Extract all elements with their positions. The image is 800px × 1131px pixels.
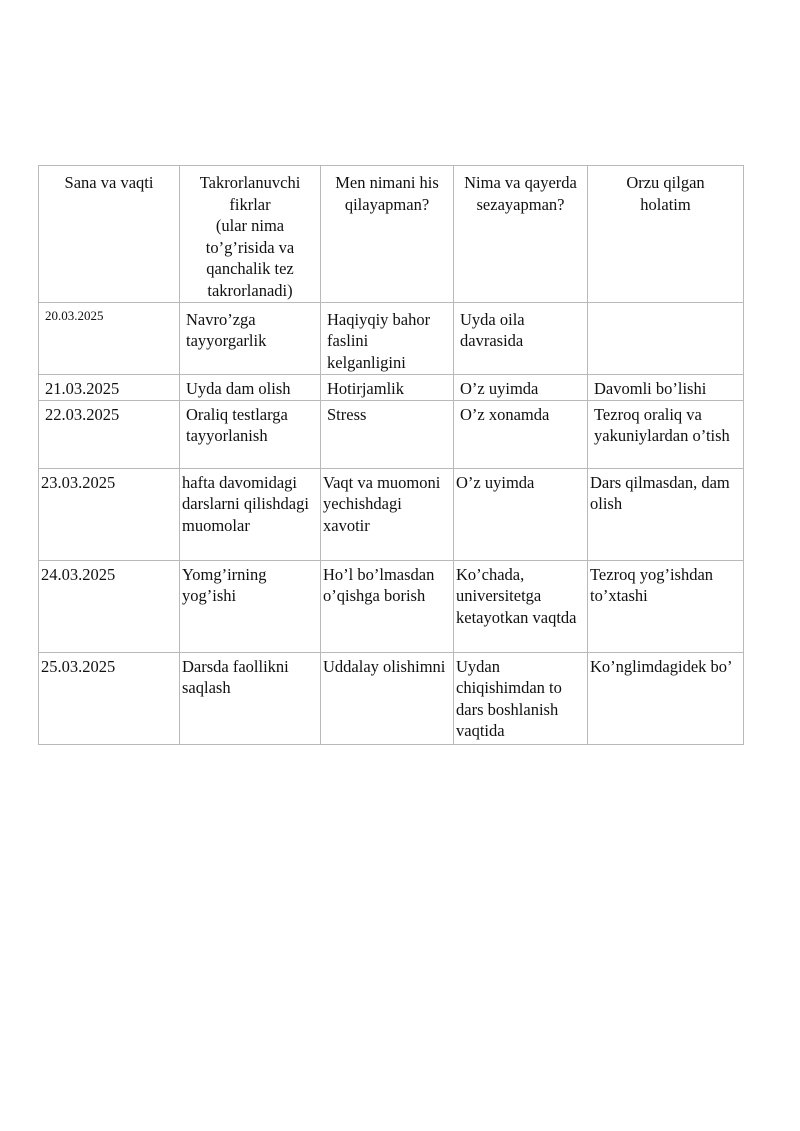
cell-desired: Davomli bo’lishi	[588, 374, 744, 400]
table-row	[39, 374, 744, 400]
header-where: Nima va qayerda sezayapman?	[454, 166, 588, 303]
cell-date: 25.03.2025	[39, 652, 180, 744]
table-row	[39, 560, 744, 652]
cell-feeling: Vaqt va muomoni yechishdagi xavotir	[321, 468, 454, 560]
cell-where: Ko’chada, universitetga ketayotkan vaqtda	[454, 560, 588, 652]
header-desired-state: Orzu qilgan holatim	[588, 166, 744, 303]
header-thoughts: Takrorlanuvchi fikrlar (ular nima to’g’risida va qanchalik tez takrorlanadi)	[180, 166, 321, 303]
table-row	[39, 302, 744, 374]
cell-feeling: Haqiyqiy bahor faslini kelganligini	[321, 302, 454, 374]
cell-desired: Dars qilmasdan, dam olish	[588, 468, 744, 560]
cell-feeling: Hotirjamlik	[321, 374, 454, 400]
cell-date: 24.03.2025	[39, 560, 180, 652]
diary-table	[38, 165, 744, 745]
diary-table-container	[38, 165, 743, 745]
header-date: Sana va vaqti	[39, 166, 180, 303]
cell-thought: Yomg’irning yog’ishi	[180, 560, 321, 652]
cell-where: Uydan chiqishimdan to dars boshlanish vaqtida	[454, 652, 588, 744]
cell-date: 23.03.2025	[39, 468, 180, 560]
cell-desired: Ko’nglimdagidek bo’	[588, 652, 744, 744]
cell-where: O’z uyimda	[454, 468, 588, 560]
cell-where: O’z xonamda	[454, 400, 588, 468]
cell-feeling: Stress	[321, 400, 454, 468]
table-row	[39, 400, 744, 468]
cell-date: 21.03.2025	[39, 374, 180, 400]
cell-thought: Uyda dam olish	[180, 374, 321, 400]
cell-desired	[588, 302, 744, 374]
cell-desired: Tezroq yog’ishdan to’xtashi	[588, 560, 744, 652]
table-row	[39, 652, 744, 744]
cell-feeling: Ho’l bo’lmasdan o’qishga borish	[321, 560, 454, 652]
header-feeling: Men nimani his qilayapman?	[321, 166, 454, 303]
table-header-row	[39, 166, 744, 303]
cell-thought: Navro’zga tayyorgarlik	[180, 302, 321, 374]
cell-desired: Tezroq oraliq va yakuniylardan o’tish	[588, 400, 744, 468]
table-row	[39, 468, 744, 560]
cell-thought: hafta davomidagi darslarni qilishdagi muomolar	[180, 468, 321, 560]
cell-feeling: Uddalay olishimni	[321, 652, 454, 744]
cell-date: 20.03.2025	[39, 302, 180, 374]
cell-date: 22.03.2025	[39, 400, 180, 468]
cell-where: Uyda oila davrasida	[454, 302, 588, 374]
cell-where: O’z uyimda	[454, 374, 588, 400]
cell-thought: Oraliq testlarga tayyorlanish	[180, 400, 321, 468]
cell-thought: Darsda faollikni saqlash	[180, 652, 321, 744]
